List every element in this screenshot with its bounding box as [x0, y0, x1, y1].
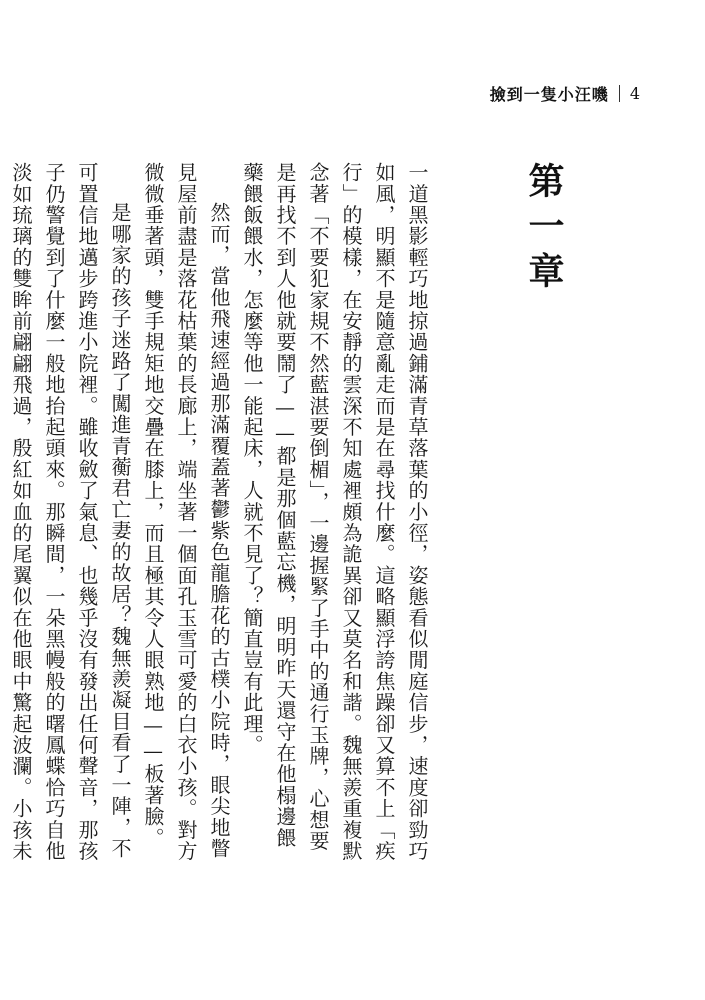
paragraph-2: 然而，當他飛速經過那滿覆蓋著鬱紫色龍膽花的古樸小院時，眼尖地瞥見屋前盡是落花枯葉的長廊上，端坐著一個面孔玉雪可愛的白衣小孩。對方微微垂著頭，雙手規矩地交疊在膝上，而且極其令人眼熟地——板著臉。: [141, 162, 231, 862]
paragraph-1: 一道黑影輕巧地掠過鋪滿青草落葉的小徑，姿態看似閒庭信步，速度卻勁巧如風，明顯不是隨意亂走而是在尋找什麼。這略顯浮誇焦躁卻又算不上「疾行」的模樣，在安靜的雲深不知處裡頗為詭異卻又莫名和諧。魏無羨重複默念著「不要犯家規不然藍湛要倒楣」，一邊握緊了手中的通行玉牌，心想要是再找不到人他就要鬧了——都是那個藍忘機，明明昨天還守在他榻邊餵藥餵飯餵水，怎麼等他一能起床，人就不見了？簡直豈有此理。: [240, 162, 429, 862]
running-header: [440, 78, 640, 108]
chapter-heading: 第一章: [523, 162, 565, 297]
body-text: [0, 162, 433, 862]
book-title: 撿到一隻小汪嘰: [489, 84, 609, 104]
header-divider: [619, 85, 620, 102]
paragraph-3: 是哪家的孩子迷路了闖進青蘅君亡妻的故居？魏無羨凝目看了一陣，不可置信地邁步跨進小院裡。雖收斂了氣息、也幾乎沒有發出任何聲音，那孩子仍警覺到了什麼一般地抬起頭來。那瞬間，一朵黑幔般的曙鳳蝶恰巧自他淡如琉璃的雙眸前翩翩飛過，殷紅如血的尾翼似在他眼中驚起波瀾。小孩未: [9, 162, 132, 862]
page-number: 4: [629, 83, 640, 103]
